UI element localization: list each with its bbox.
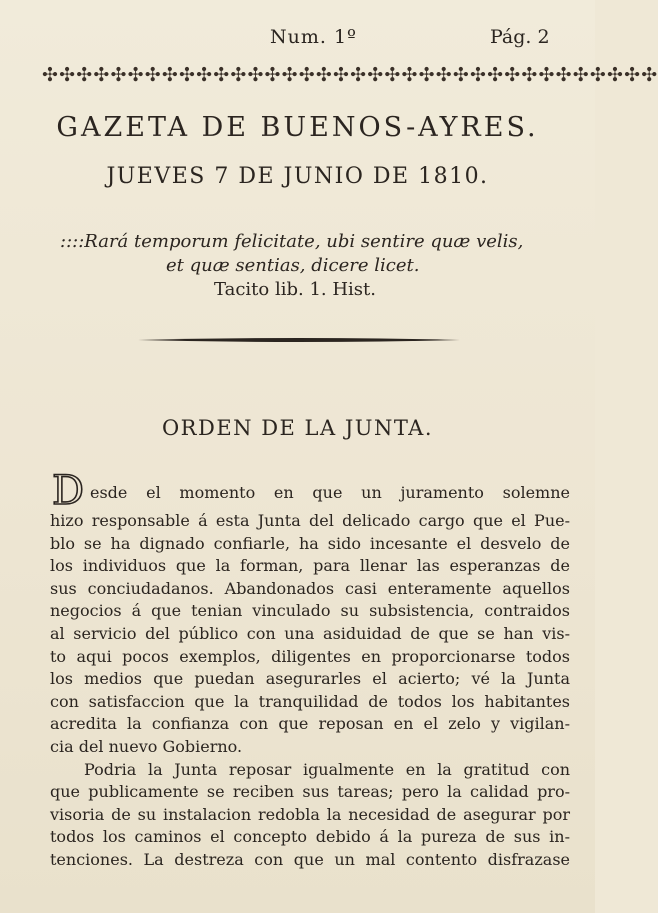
- body-line: [50, 468, 570, 514]
- body-line: los individuos que la forman, para llenar las esperanzas de: [50, 556, 570, 576]
- epigraph: [60, 230, 550, 302]
- page-header: [0, 22, 595, 52]
- body-line: sus conciudadanos. Abandonados casi enteramente aquellos: [50, 578, 570, 598]
- dropcap-letter: [50, 468, 86, 514]
- epigraph-line-2: et quæ sentias, dicere licet.: [166, 255, 420, 276]
- gazette-title: GAZETA DE BUENOS-AYRES.: [56, 112, 539, 143]
- body-line: Podria la Junta reposar igualmente en la gratitud con: [84, 759, 570, 779]
- body-line: todos los caminos el concepto debido á la pureza de sus in-: [50, 827, 570, 847]
- body-line: con satisfaccion que la tranquilidad de todos los habitantes: [50, 691, 570, 711]
- issue-date: JUEVES 7 DE JUNIO DE 1810.: [106, 164, 489, 189]
- body-line: acredita la confianza con que reposan en el zelo y vigilan-: [50, 714, 570, 734]
- body-line: que publicamente se reciben sus tareas; pero la calidad pro-: [50, 782, 570, 802]
- body-line: tenciones. La destreza con que un mal contento disfrazase: [50, 849, 570, 869]
- divider-rule: [138, 337, 460, 343]
- body-line: visoria de su instalacion redobla la necesidad de asegurar por: [50, 804, 570, 824]
- epigraph-line-1: ::::Rará temporum felicitate, ubi sentire quæ velis,: [60, 231, 524, 252]
- ornament-border: ✣✣✣✣✣✣✣✣✣✣✣✣✣✣✣✣✣✣✣✣✣✣✣✣✣✣✣✣✣✣✣✣✣✣✣✣: [42, 64, 658, 86]
- svg-text:D: D: [52, 468, 85, 514]
- section-title: ORDEN DE LA JUNTA.: [161, 416, 434, 440]
- body-line: to aqui pocos exemplos, diligentes en proporcionarse todos: [50, 646, 570, 666]
- issue-number: Num. 1º: [270, 26, 357, 48]
- article-body: [50, 470, 570, 872]
- epigraph-source: Tacito lib. 1. Hist.: [214, 279, 376, 300]
- body-line: hizo responsable á esta Junta del delicado cargo que el Pue-: [50, 511, 570, 530]
- body-line: negocios á que tenian vinculado su subsistencia, contraidos: [50, 601, 570, 621]
- body-line: blo se ha dignado confiarle, ha sido incesante el desvelo de: [50, 533, 570, 553]
- body-text: esde el momento en que un juramento solemne: [90, 483, 570, 502]
- page-number: Pág. 2: [490, 26, 550, 48]
- body-line: cia del nuevo Gobierno.: [50, 736, 243, 756]
- body-line: los medios que puedan asegurarles el acierto; vé la Junta: [50, 669, 570, 689]
- body-line: al servicio del público con una asiduidad de que se han vis-: [50, 623, 570, 643]
